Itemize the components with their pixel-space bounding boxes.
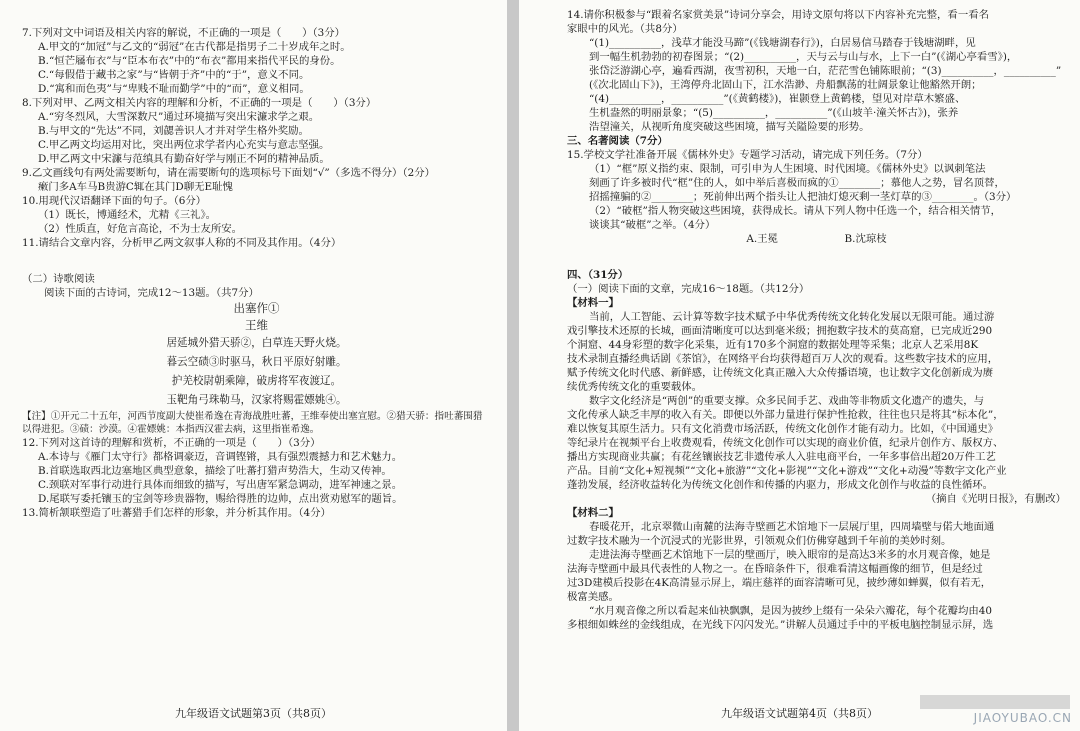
question-line: 9.乙文画线句有两处需要断句，请在需要断句的选项标号下面划“√”（多选不得分）（2分） <box>22 167 436 179</box>
watermark: JIAOYUBAO.CN <box>973 711 1072 725</box>
question-line: 刻画了许多被时代“框”住的人，如中举后喜极而疯的①________；慕他人之势，冒名顶替， <box>589 177 1005 189</box>
question-line: （2）性质直，好危言高论，不为士友所安。 <box>38 223 243 235</box>
material-line: 当前，人工智能、云计算等数字技术赋予中华优秀传统文化转化发展以无限可能。通过游 <box>589 311 995 323</box>
material-line: 走进法海寺壁画艺术馆地下一层的壁画厅，映入眼帘的是高达3米多的水月观音像，她是 <box>589 549 991 561</box>
material-title: 【材料二】 <box>567 507 619 519</box>
question-line: 8.下列对甲、乙两文相关内容的理解和分析，不正确的一项是（ ）（3分） <box>22 97 377 109</box>
choice-row <box>567 232 1066 246</box>
question-line: “(4)__________，__________”(《黄鹤楼》)，崔颢登上黄鹤楼，望见对岸草木繁盛、 <box>589 93 966 105</box>
poem-line: 护羌校尉朝乘障，破虏将军夜渡辽。 <box>171 375 342 387</box>
question-line: “(1)__________，浅草才能没马蹄”(《钱塘湖春行》)，白居易信马踏春于钱塘湖畔，见 <box>589 37 976 49</box>
material-line: 个洞窟、44身彩塑的数字化采集，近有170多个洞窟的数据处理等采集；北京人艺采用8K <box>567 339 979 351</box>
material-line: 多根细如蛛丝的金线组成，在光线下闪闪发光。”讲解人员通过手中的平板电脑控制显示屏，选 <box>567 619 994 631</box>
page-divider <box>507 0 519 731</box>
question-line: B.首联选取西北边塞地区典型意象，描绘了吐蕃打猎声势浩大，生动又传神。 <box>38 465 392 477</box>
material-line: 产品。目前“文化+短视频”“文化+旅游”“文化+影视”“文化+游戏”“文化+动漫”等数字文化产业 <box>567 465 1007 477</box>
question-line: (《次北固山下》)，王湾停舟北固山下，江水浩渺、舟船飘荡的壮阔景象让他豁然开朗； <box>589 79 982 91</box>
poem-title: 出塞作① <box>233 301 280 315</box>
choice-a: A.王冕 <box>746 233 778 245</box>
poem-author: 王维 <box>245 318 268 332</box>
question-line: 谈谈其“破框”之举。（4分） <box>589 219 716 231</box>
material-line: 数字文化经济是“两创”的重要支撑。众多民间手艺、戏曲等非物质文化遗产的遗失，与 <box>589 395 985 407</box>
material-source: （摘自《光明日报》，有删改） <box>925 493 1066 505</box>
question-line: 生机盎然的明丽景象；“(5)__________，__________”(《山坡羊·潼关怀古》)，张养 <box>589 107 959 119</box>
question-line: C.“每假借于藏书之家”与“皆朝于齐”中的“于”，意义不同。 <box>38 69 310 81</box>
section-heading: 四、（31分） <box>567 269 629 281</box>
material-line: 难以恢复其原生活力。只有文化消费市场活跃，传统文化创作才能有动力。比如，《中国通史》 <box>567 423 999 435</box>
section-intro: 阅读下面的古诗词，完成12～13题。（共7分） <box>44 287 259 299</box>
question-line: 浩望潼关，从视听角度突破这些困境，描写关隘险要的形势。 <box>589 121 870 133</box>
question-line: 10.用现代汉语翻译下面的句子。（6分） <box>22 195 207 207</box>
material-line: 播出方实现商业共赢；有花丝镶嵌技艺非遗传承人入驻电商平台，一年多事倍出超20万件工艺 <box>567 451 996 463</box>
question-line: A.“穷冬烈风，大雪深数尺”通过环境描写突出宋濂求学之艰。 <box>38 111 320 123</box>
material-line: 文化传承人缺乏丰厚的收入有关。即便以外部力量进行保护性抢救，往往也只是将其“标本化”， <box>567 409 1004 421</box>
question-line: 15.学校文学社准备开展《儒林外史》专题学习活动，请完成下列任务。（7分） <box>567 149 928 161</box>
poem-line: 居延城外猎天骄②，白草连天野火烧。 <box>166 337 347 349</box>
material-line: 极富美感。 <box>567 591 619 603</box>
material-line: 春暖花开，北京翠微山南麓的法海寺壁画艺术馆地下一层展厅里，四周墙壁与偌大地面通 <box>589 521 995 533</box>
question-line: B.与甲文的“先达”不同，刘勰善识人才并对学生格外奖励。 <box>38 125 309 137</box>
question-line: （1）既长，博通经术，尤精《三礼》。 <box>38 209 217 221</box>
annotation-line: 【注】①开元二十五年，河西节度副大使崔希逸在青海战胜吐蕃，王维奉使出塞宣慰。②猎天骄：指吐蕃围猎 <box>22 411 483 422</box>
material-line: 技术录制直播经典话剧《茶馆》，在网络平台均获得超百万人次的观看。这些数字技术的应用， <box>567 353 999 365</box>
question-line: （2）“破框”指人物突破这些困境，获得成长。请从下列人物中任选一个，结合相关情节， <box>589 205 1002 217</box>
question-line: （1）“框”原义指约束、限制，可引申为人生困境、时代困境。《儒林外史》以讽刺笔法 <box>589 163 986 175</box>
question-line: 14.请你积极参与“跟着名家赏美景”诗词分享会，用诗文原句将以下内容补充完整，看一看名 <box>567 9 989 21</box>
material-line: 等纪录片在视频平台上收费观看，传统文化创作可以实现的商业价值，纪录片创作方、版权方、 <box>567 437 1004 449</box>
material-line: 续优秀传统文化的重要载体。 <box>567 381 703 393</box>
exam-page-4 <box>519 0 1080 731</box>
annotation-line: 以得进犯。③碛：沙漠。④霍嫖姚：本指西汉霍去病，这里指崔希逸。 <box>22 424 320 435</box>
question-line: 家眼中的风光。（共8分） <box>567 23 683 35</box>
material-title: 【材料一】 <box>567 297 619 309</box>
material-line: 过数字技术融为一个沉浸式的光影世界，引领观众们仿佛穿越到千年前的美妙时刻。 <box>567 535 952 547</box>
material-line: “水月观音像之所以看起来仙袂飘飘，是因为披纱上缀有一朵朵六瓣花，每个花瓣均由40 <box>589 605 992 617</box>
question-line: 瘷门多A车马B贵游C辄在其门D聊无E耻愧 <box>38 181 233 193</box>
section-title: （二）诗歌阅读 <box>22 273 95 285</box>
poem-line: 玉靶角弓珠勒马，汉家将赐霍嫖姚④。 <box>166 394 347 406</box>
question-line: 7.下列对文中词语及相关内容的解说，不正确的一项是（ ）（3分） <box>22 27 346 39</box>
choice-b: B.沈琼枝 <box>844 233 887 245</box>
material-line: 戏引擎技术还原的长城，画面清晰度可以达到毫米级；拥抱数字技术的莫高窟，已完成近290 <box>567 325 993 337</box>
question-line: D.“寓和而色夷”与“卑贱不耻而勤学”中的“而”，意义相同。 <box>38 83 310 95</box>
question-line: 11.请结合文章内容，分析甲乙两文叙事人称的不同及其作用。（4分） <box>22 237 342 249</box>
poem-line: 暮云空碛③时驱马，秋日平原好射雕。 <box>166 356 347 368</box>
question-line: 张岱泛游湖心亭，遍看西湖，夜雪初积，天地一白，茫茫雪色铺陈眼前；“(3)__________，__________” <box>589 65 1062 77</box>
question-line: 13.简析颔联塑造了吐蕃猎手们怎样的形象，并分析其作用。（4分） <box>22 507 331 519</box>
question-line: B.“恒芒屩布衣”与“臣本布衣”中的“布衣”都用来指代平民的身份。 <box>38 55 341 67</box>
page-footer: 九年级语文试题第3页（共8页） <box>175 707 332 720</box>
page-footer: 九年级语文试题第4页（共8页） <box>721 707 878 720</box>
question-line: A.甲文的“加冠”与乙文的“弱冠”在古代都是指男子二十岁成年之时。 <box>38 41 351 53</box>
question-line: C.颈联对军事行动进行具体而细致的描写，写出唐军紧急调动，进军神速之景。 <box>38 479 403 491</box>
question-line: A.本诗与《雁门太守行》都格调豪迈，音调铿锵，具有强烈震撼力和艺术魅力。 <box>38 451 403 463</box>
material-line: 法海寺壁画中最具代表性的人物之一。在昏暗条件下，很难看清这幅画像的细节，但是经过 <box>567 563 983 575</box>
material-line: 赋予传统文化时代感、新鲜感，让传统文化真正融入大众传播语境，也让数字文化创新成为赓 <box>567 367 994 379</box>
material-line: 过3D建模后投影在4K高清显示屏上，端庄慈祥的面容清晰可见，披纱薄如蝉翼，似有若无， <box>567 577 992 589</box>
question-line: 招摇撞骗的②________；死前伸出两个指头让人把油灯熄灭剩一茎灯草的③________。（3分） <box>589 191 1017 203</box>
question-line: C.甲乙两文均运用对比，突出两位求学者内心充实与意志坚强。 <box>38 139 330 151</box>
material-line: 蓬勃发展，经济收益转化为传统文化创作和传播的内驱力，形成文化创作与收益的良性循环。 <box>567 479 994 491</box>
question-line: 到一幅生机勃勃的初春图景；“(2)__________，天与云与山与水，上下一白”(《湖心亭看雪》)， <box>589 51 1018 63</box>
reading-intro: （一）阅读下面的文章，完成16～18题。（共12分） <box>567 283 810 295</box>
watermark-shade <box>920 695 1070 709</box>
question-line: D.甲乙两文中宋濂与范缜具有勤奋好学与刚正不阿的精神品质。 <box>38 153 330 165</box>
exam-page-3 <box>0 0 507 731</box>
question-line: 12.下列对这首诗的理解和赏析，不正确的一项是（ ）（3分） <box>22 437 321 449</box>
question-line: D.尾联写委托镶玉的宝剑等珍贵器物，赐给得胜的边帅，点出赏劝慰军的题旨。 <box>38 493 403 505</box>
section-heading: 三、名著阅读（7分） <box>567 135 668 147</box>
